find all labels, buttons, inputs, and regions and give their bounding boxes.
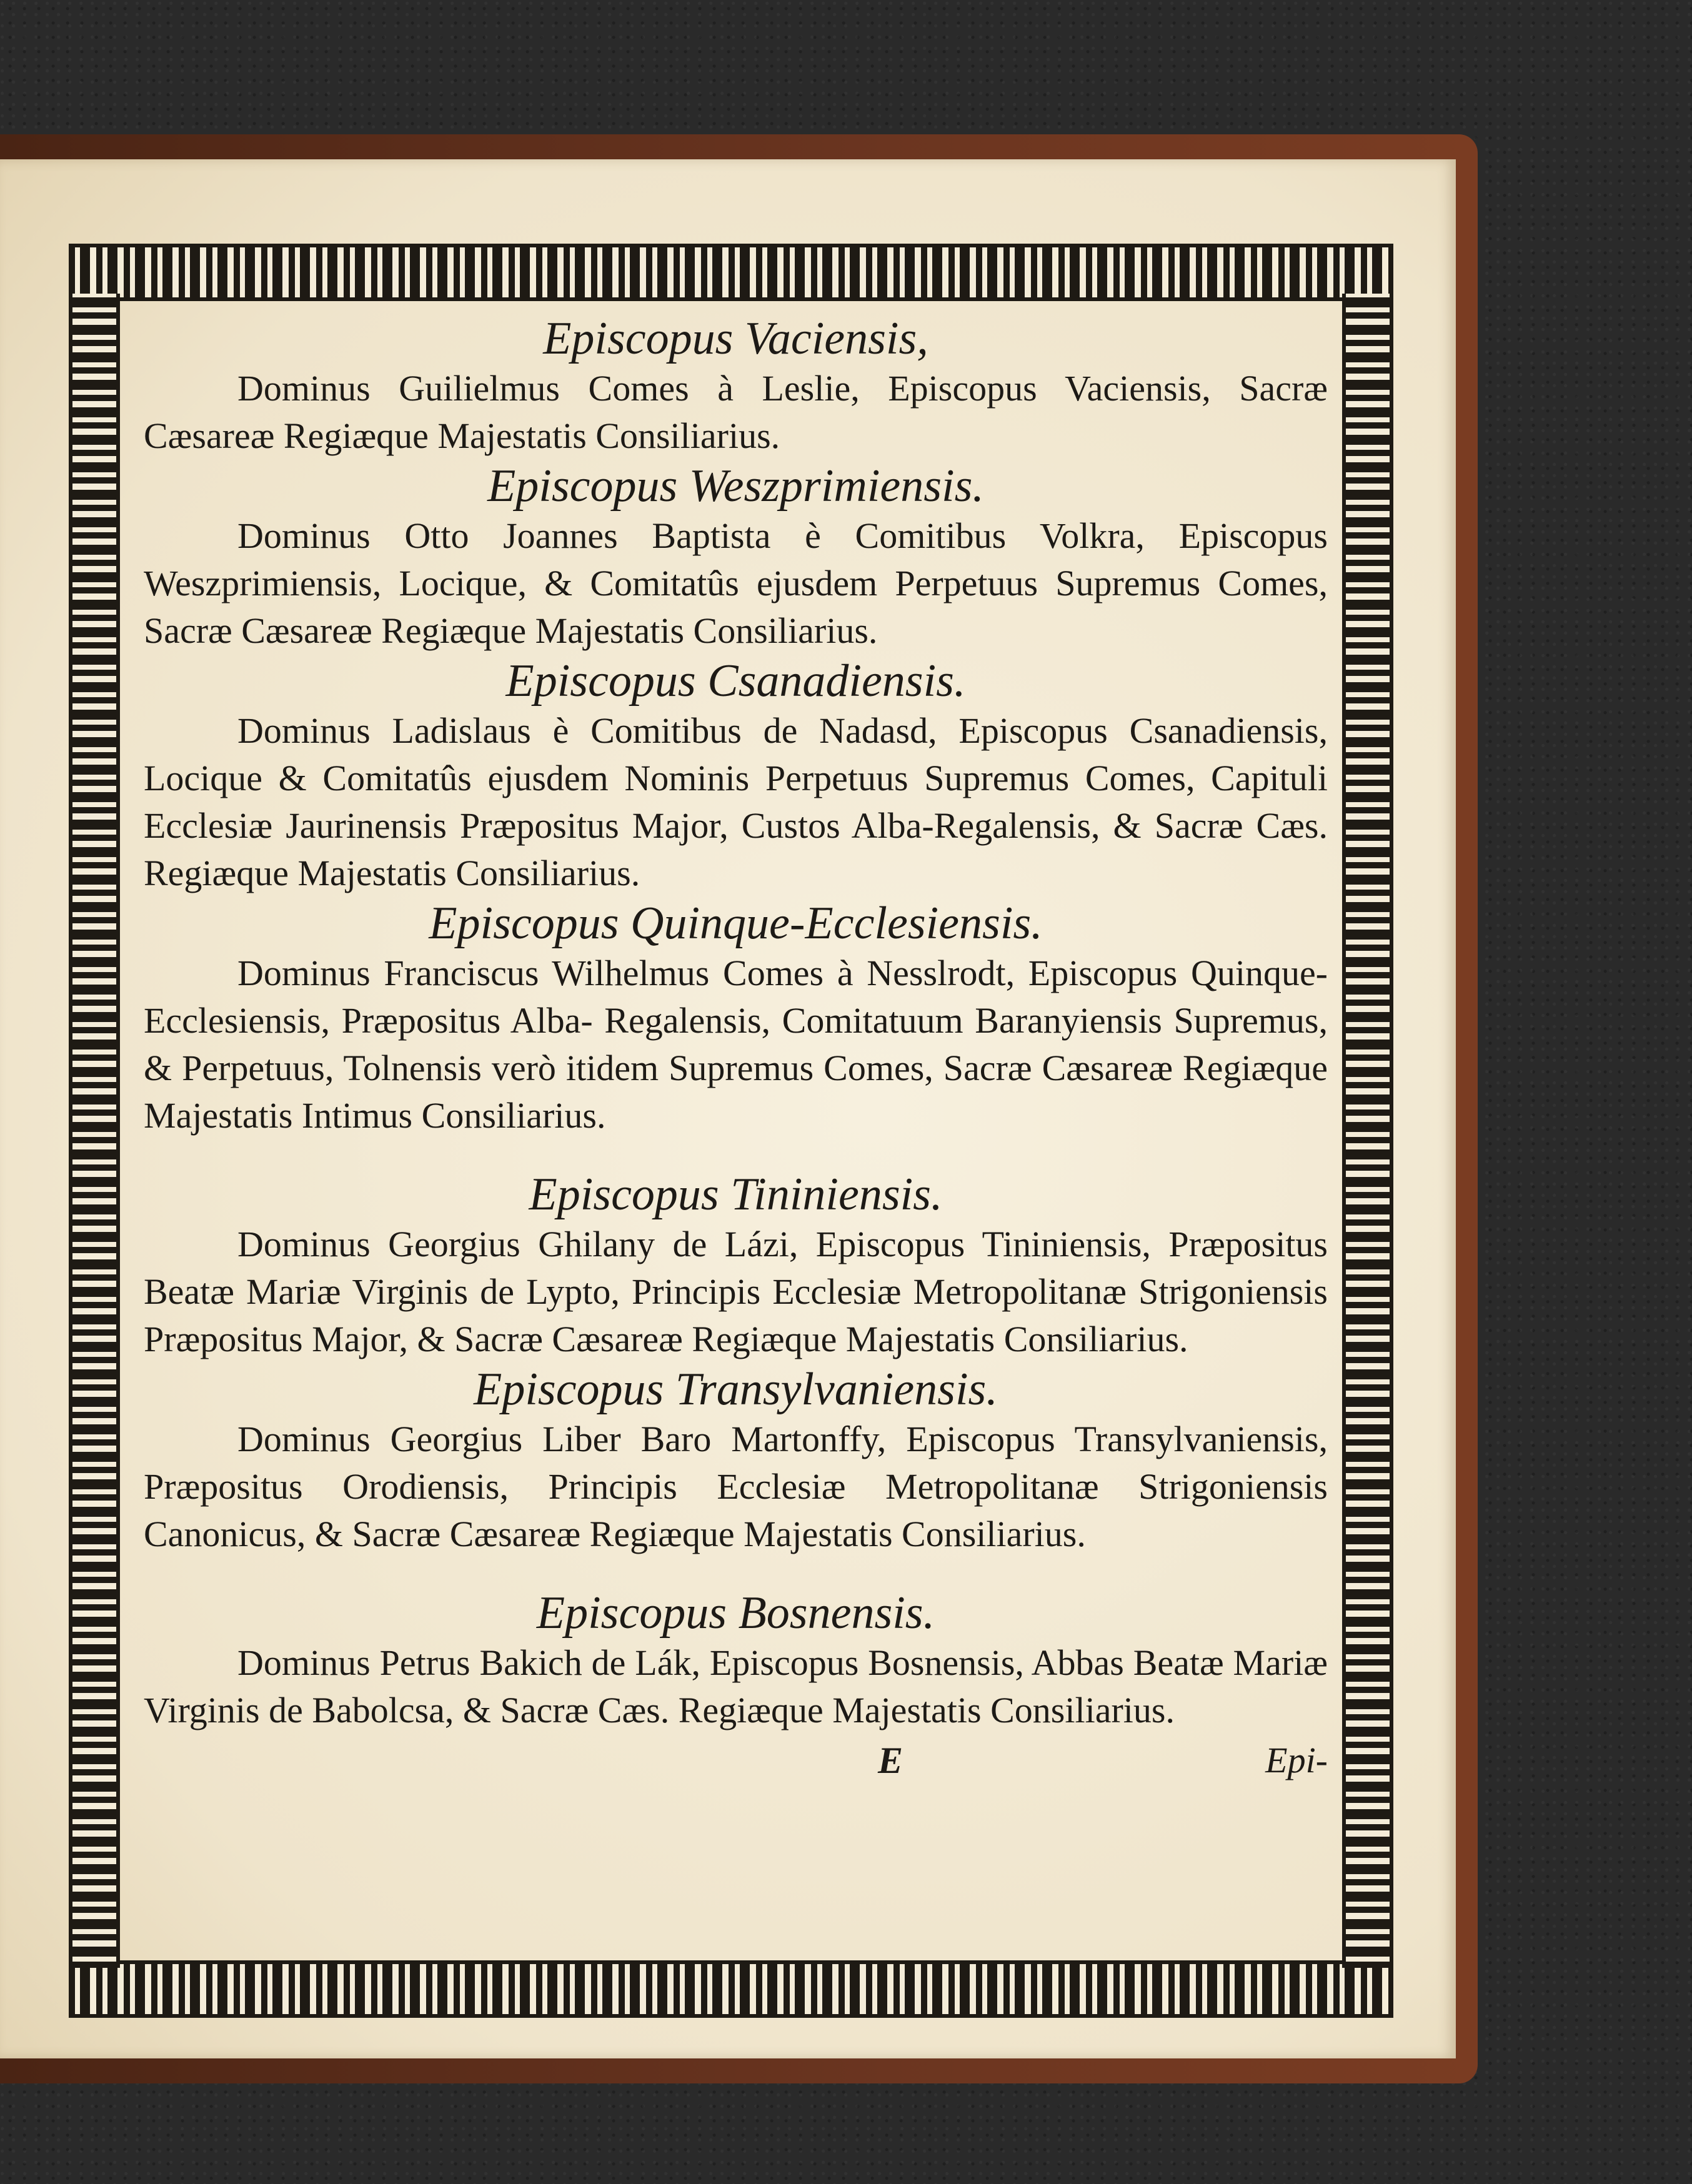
entry-text: Dominus Otto Joannes Baptista è Comitibus Volkra, Episcopus Weszprimiensis, Locique, & Comitatûs ejusdem Perpetuus Supremus Comes, Sacræ Cæsareæ Regiæque Majestatis Consiliarius.	[144, 515, 1328, 651]
entry-bosnensis	[144, 1587, 1328, 1734]
ornament-border-right	[1342, 294, 1393, 1968]
entry-text: Dominus Franciscus Wilhelmus Comes à Nesslrodt, Episcopus Quinque-Ecclesiensis, Præpositus Alba- Regalensis, Comitatuum Baranyiensis Supremus, & Perpetuus, Tolnensis verò itidem Supremus Comes, Sacræ Cæsareæ Regiæque Majestatis Intimus Consiliarius.	[144, 953, 1328, 1136]
entry-transylvaniensis	[144, 1363, 1328, 1558]
entry-heading: Episcopus Vaciensis,	[543, 313, 928, 364]
catchword: Epi-	[1265, 1740, 1328, 1780]
ornamental-frame	[69, 244, 1393, 2018]
entry-text: Dominus Petrus Bakich de Lák, Episcopus Bosnensis, Abbas Beatæ Mariæ Virginis de Babolcsa, & Sacræ Cæs. Regiæque Majestatis Consiliarius.	[144, 1642, 1328, 1730]
entry-weszprimiensis	[144, 460, 1328, 655]
entry-heading: Episcopus Transylvaniensis.	[474, 1364, 998, 1415]
entry-text: Dominus Georgius Ghilany de Lázi, Episcopus Tininiensis, Præpositus Beatæ Mariæ Virginis de Lypto, Principis Ecclesiæ Metropolitanæ Strigoniensis Præpositus Major, & Sacræ Cæsareæ Regiæque Majestatis Consiliarius.	[144, 1224, 1328, 1359]
entry-text: Dominus Ladislaus è Comitibus de Nadasd, Episcopus Csanadiensis, Locique & Comitatûs ejusdem Nominis Perpetuus Supremus Comes, Capituli Ecclesiæ Jaurinensis Præpositus Major, Custos Alba-Regalensis, & Sacræ Cæs. Regiæque Majestatis Consiliarius.	[144, 710, 1328, 893]
entry-vaciensis	[144, 312, 1328, 460]
entry-heading: Episcopus Weszprimiensis.	[487, 460, 984, 512]
ornament-border-left	[69, 294, 120, 1968]
page-footer	[144, 1739, 1328, 1789]
spacer	[144, 1558, 1328, 1587]
entry-heading: Episcopus Tininiensis.	[529, 1169, 943, 1220]
entry-heading: Episcopus Csanadiensis.	[505, 655, 966, 707]
entry-csanadiensis	[144, 655, 1328, 897]
entry-text: Dominus Guilielmus Comes à Leslie, Episcopus Vaciensis, Sacræ Cæsareæ Regiæque Majestatis Consiliarius.	[144, 368, 1328, 456]
spacer	[144, 1139, 1328, 1168]
entry-heading: Episcopus Bosnensis.	[536, 1587, 935, 1639]
ornament-border-bottom	[69, 1960, 1393, 2018]
entry-heading: Episcopus Quinque-Ecclesiensis.	[429, 898, 1043, 949]
entry-tininiensis	[144, 1168, 1328, 1363]
page-text	[144, 312, 1328, 1789]
ornament-border-top	[69, 244, 1393, 301]
signature-mark: E	[878, 1740, 903, 1781]
entry-quinque-ecclesiensis	[144, 897, 1328, 1139]
entry-text: Dominus Georgius Liber Baro Martonffy, Episcopus Transylvaniensis, Præpositus Orodiensis, Principis Ecclesiæ Metropolitanæ Strigoniensis Canonicus, & Sacræ Cæsareæ Regiæque Majestatis Consiliarius.	[144, 1419, 1328, 1554]
